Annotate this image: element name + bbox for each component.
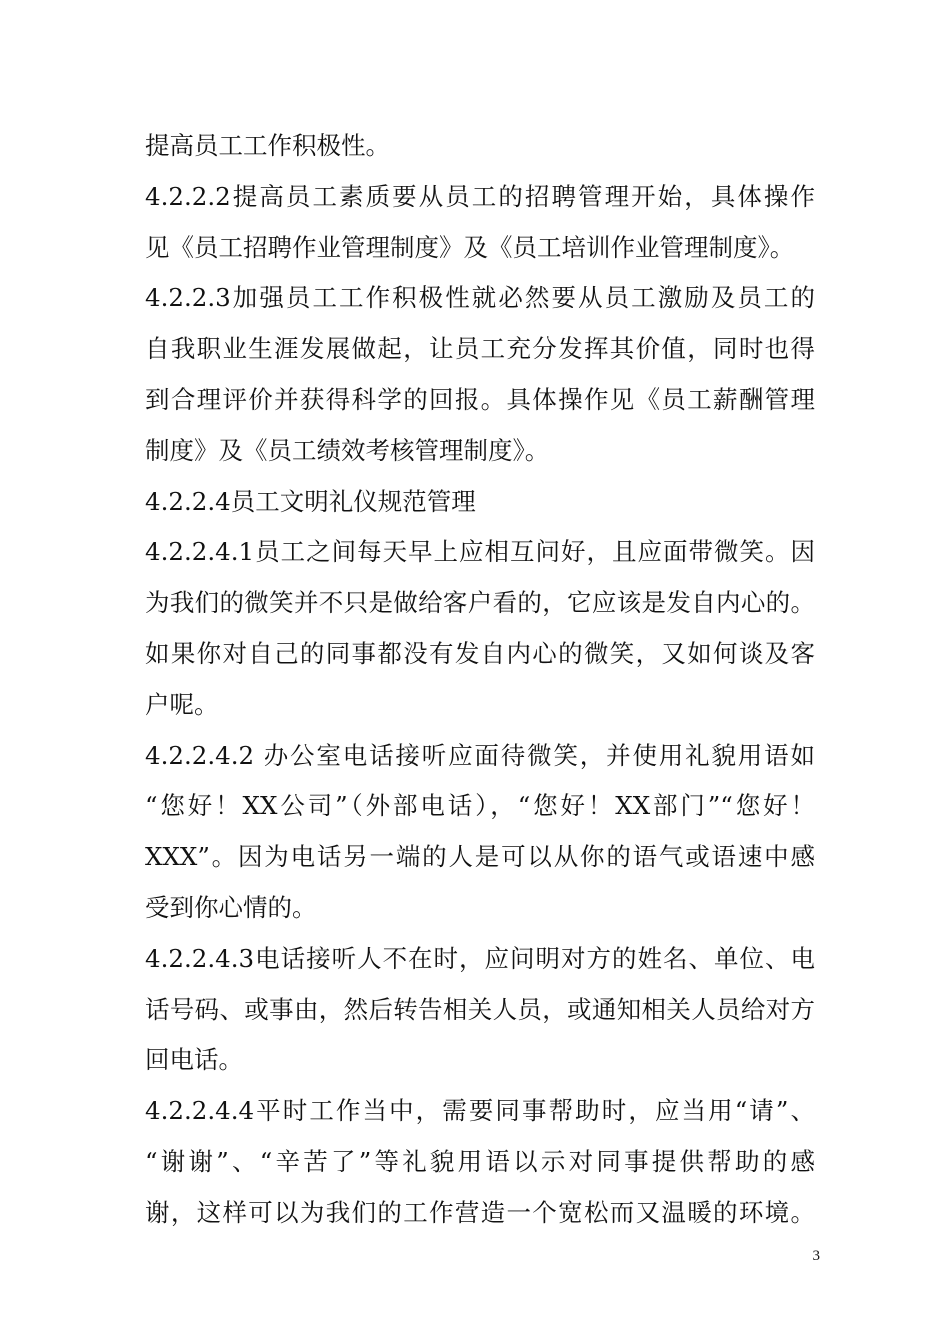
text-line: 自我职业生涯发展做起，让员工充分发挥其价值，同时也得	[145, 334, 815, 364]
text-line: 如果你对自己的同事都没有发自内心的微笑，又如何谈及客	[145, 638, 815, 668]
text-line: 到合理评价并获得科学的回报。具体操作见《员工薪酬管理	[145, 384, 815, 414]
page-number: 3	[812, 1248, 820, 1264]
text-line: 户呢。	[145, 689, 219, 719]
text-line: “谢谢”、“辛苦了”等礼貌用语以示对同事提供帮助的感	[145, 1146, 815, 1176]
document-body	[145, 121, 815, 1239]
text-line: 4.2.2.4员工文明礼仪规范管理	[145, 486, 476, 516]
text-line: 制度》及《员工绩效考核管理制度》。	[145, 435, 550, 465]
text-line: 见《员工招聘作业管理制度》及《员工培训作业管理制度》。	[145, 232, 795, 262]
text-line: “您好！XX公司”（外部电话），“您好！XX部门”“您好！	[145, 791, 815, 821]
text-line: 受到你心情的。	[145, 892, 317, 922]
text-line: 4.2.2.3加强员工工作积极性就必然要从员工激励及员工的	[145, 283, 815, 313]
text-line: 为我们的微笑并不只是做给客户看的，它应该是发自内心的。	[145, 588, 815, 618]
text-line: 谢，这样可以为我们的工作营造一个宽松而又温暖的环境。	[145, 1197, 815, 1227]
text-line: 4.2.2.2提高员工素质要从员工的招聘管理开始，具体操作	[145, 181, 815, 211]
text-line: 4.2.2.4.2 办公室电话接听应面待微笑，并使用礼貌用语如	[145, 740, 815, 770]
text-line: 4.2.2.4.3电话接听人不在时，应问明对方的姓名、单位、电	[145, 943, 815, 973]
text-line: 4.2.2.4.4平时工作当中，需要同事帮助时，应当用“请”、	[145, 1096, 815, 1126]
text-line: 回电话。	[145, 1045, 243, 1075]
text-line: 4.2.2.4.1员工之间每天早上应相互问好，且应面带微笑。因	[145, 537, 815, 567]
text-line: 话号码、或事由，然后转告相关人员，或通知相关人员给对方	[145, 994, 815, 1024]
text-line: XXX”。因为电话另一端的人是可以从你的语气或语速中感	[145, 842, 815, 872]
text-line: 提高员工工作积极性。	[145, 131, 390, 160]
